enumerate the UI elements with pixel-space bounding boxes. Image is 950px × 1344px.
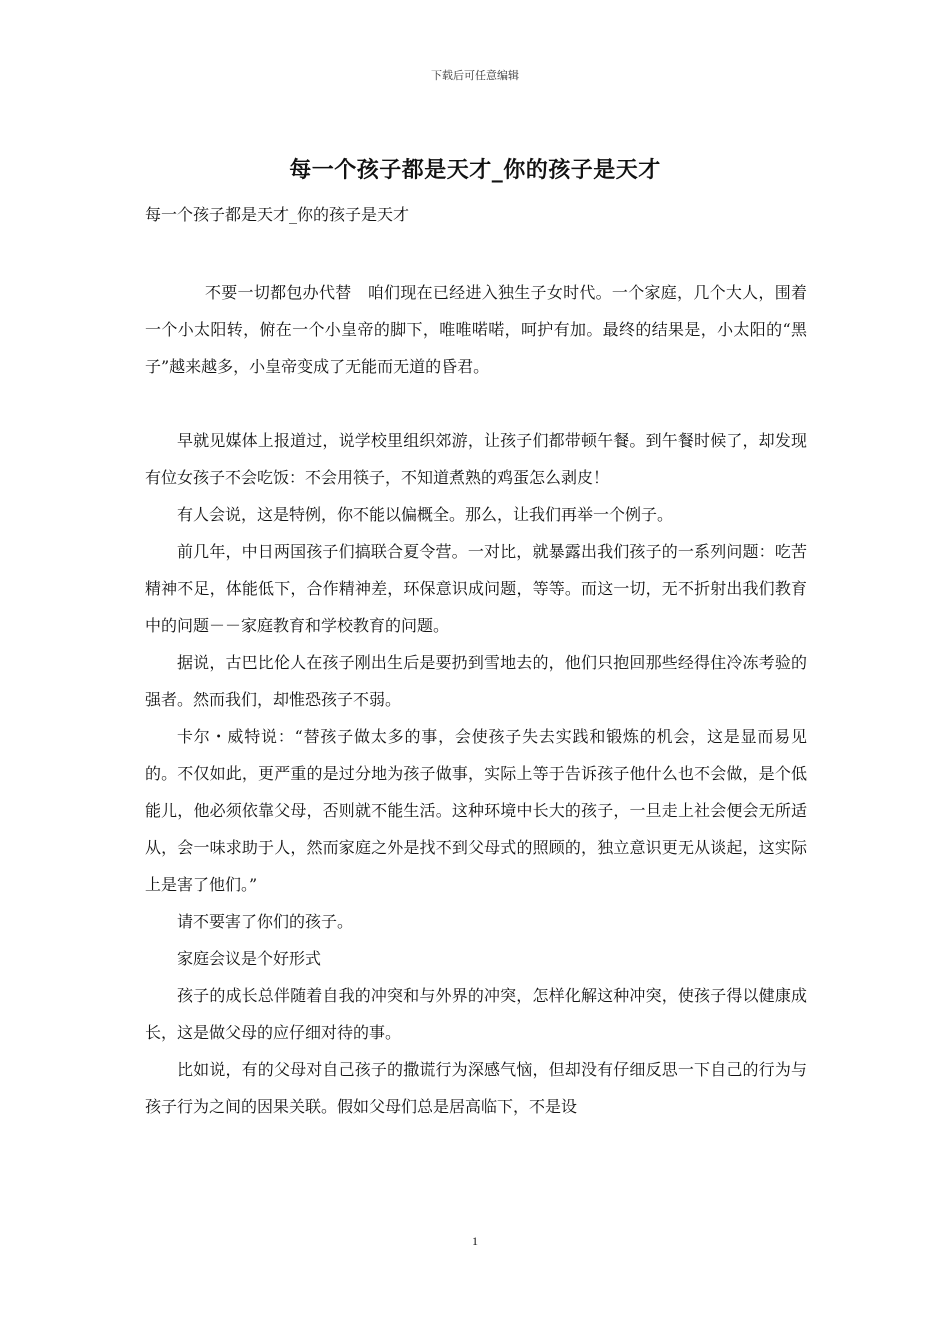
paragraph: 据说，古巴比伦人在孩子刚出生后是要扔到雪地去的，他们只抱回那些经得住冷冻考验的强者。然而我们，却惟恐孩子不弱。 — [145, 653, 807, 709]
paragraph: 孩子的成长总伴随着自我的冲突和与外界的冲突，怎样化解这种冲突，使孩子得以健康成长，这是做父母的应仔细对待的事。 — [145, 986, 807, 1042]
paragraph: 不要一切都包办代替 咱们现在已经进入独生子女时代。一个家庭，几个大人，围着一个小太阳转，俯在一个小皇帝的脚下，唯唯喏喏，呵护有加。最终的结果是，小太阳的“黑子”越来越多，小皇帝变成了无能而无道的昏君。 — [145, 283, 807, 376]
page-number: 1 — [472, 1234, 478, 1248]
document-title: 每一个孩子都是天才_你的孩子是天才 — [289, 157, 661, 183]
header-note: 下载后可任意编辑 — [431, 69, 519, 82]
paragraph: 有人会说，这是特例，你不能以偏概全。那么，让我们再举一个例子。 — [177, 505, 674, 524]
article-body — [145, 274, 807, 1125]
document-subtitle: 每一个孩子都是天才_你的孩子是天才 — [145, 205, 410, 224]
paragraph: 前几年，中日两国孩子们搞联合夏令营。一对比，就暴露出我们孩子的一系列问题：吃苦精神不足，体能低下，合作精神差，环保意识成问题，等等。而这一切，无不折射出我们教育中的问题－－家庭教育和学校教育的问题。 — [145, 542, 807, 635]
paragraph: 早就见媒体上报道过，说学校里组织郊游，让孩子们都带顿午餐。到午餐时候了，却发现有位女孩子不会吃饭：不会用筷子，不知道煮熟的鸡蛋怎么剥皮！ — [145, 431, 807, 487]
paragraph: 卡尔・威特说：“替孩子做太多的事，会使孩子失去实践和锻炼的机会，这是显而易见的。不仅如此，更严重的是过分地为孩子做事，实际上等于告诉孩子他什么也不会做，是个低能儿，他必须依靠父母，否则就不能生活。这种环境中长大的孩子，一旦走上社会便会无所适从，会一味求助于人，然而家庭之外是找不到父母式的照顾的，独立意识更无从谈起，这实际上是害了他们。” — [145, 727, 807, 894]
paragraph: 比如说，有的父母对自己孩子的撒谎行为深感气恼，但却没有仔细反思一下自己的行为与孩子行为之间的因果关联。假如父母们总是居高临下，不是设 — [145, 1060, 807, 1116]
paragraph: 家庭会议是个好形式 — [177, 949, 322, 968]
paragraph: 请不要害了你们的孩子。 — [177, 912, 354, 931]
